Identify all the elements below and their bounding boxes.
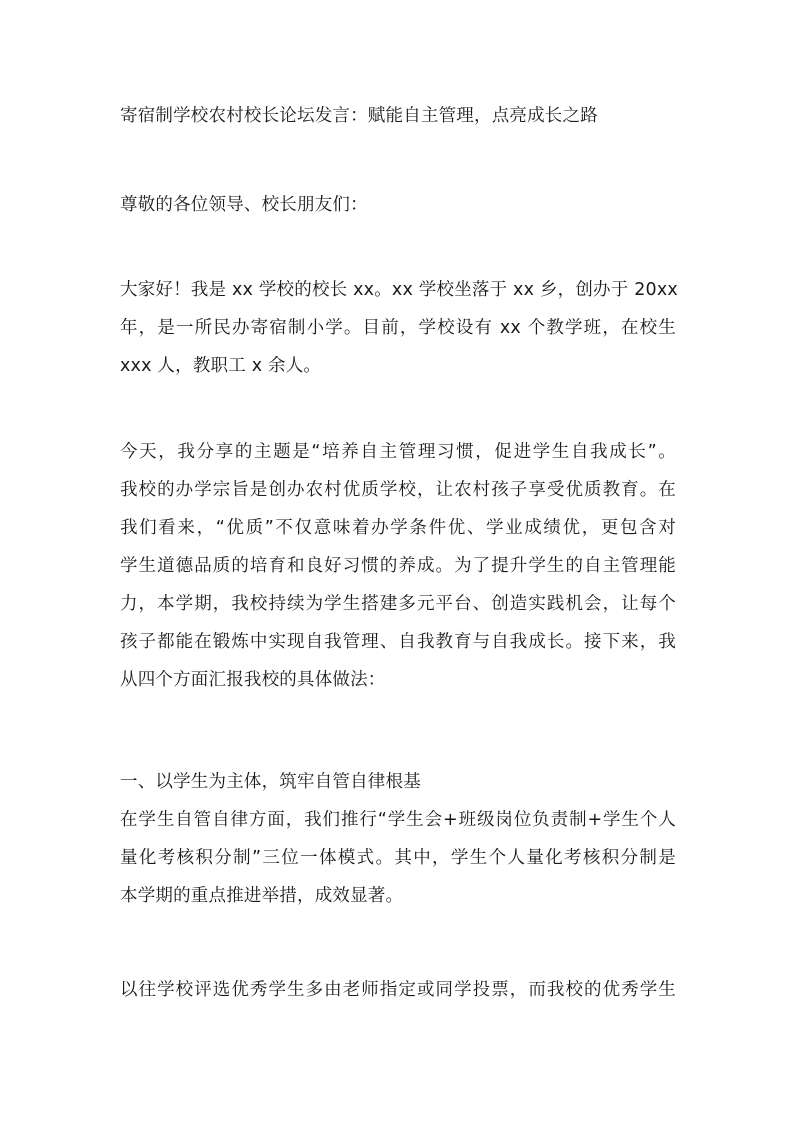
paragraph-line: 量化考核积分制”三位一体模式。其中，学生个人量化考核积分制是	[120, 848, 676, 868]
paragraph-line: 从四个方面汇报我校的具体做法：	[120, 670, 386, 690]
document-title: 寄宿制学校农村校长论坛发言：赋能自主管理，点亮成长之路	[120, 106, 598, 126]
paragraph-line: 孩子都能在锻炼中实现自我管理、自我教育与自我成长。接下来，我	[120, 632, 676, 652]
paragraph-line: 大家好！我是 xx 学校的校长 xx。xx 学校坐落于 xx 乡，创办于 20xx	[120, 280, 678, 300]
section-heading: 一、以学生为主体，筑牢自管自律根基	[120, 772, 421, 792]
paragraph-line: 力，本学期，我校持续为学生搭建多元平台、创造实践机会，让每个	[120, 594, 676, 614]
paragraph-line: 我校的办学宗旨是创办农村优质学校，让农村孩子享受优质教育。在	[120, 480, 676, 500]
paragraph-line: xxx 人，教职工 x 余人。	[120, 356, 322, 376]
paragraph-line: 年，是一所民办寄宿制小学。目前，学校设有 xx 个教学班，在校生	[120, 318, 676, 338]
paragraph-line: 学生道德品质的培育和良好习惯的养成。为了提升学生的自主管理能	[120, 556, 676, 576]
salutation: 尊敬的各位领导、校长朋友们：	[120, 195, 368, 215]
paragraph-line: 今天，我分享的主题是“培养自主管理习惯，促进学生自我成长”。	[120, 442, 676, 462]
paragraph-line: 在学生自管自律方面，我们推行“学生会+班级岗位负责制+学生个人	[120, 810, 676, 830]
paragraph-line: 我们看来，“优质”不仅意味着办学条件优、学业成绩优，更包含对	[120, 518, 676, 538]
paragraph-line: 以往学校评选优秀学生多由老师指定或同学投票，而我校的优秀学生	[120, 980, 676, 1000]
paragraph-line: 本学期的重点推进举措，成效显著。	[120, 886, 404, 906]
